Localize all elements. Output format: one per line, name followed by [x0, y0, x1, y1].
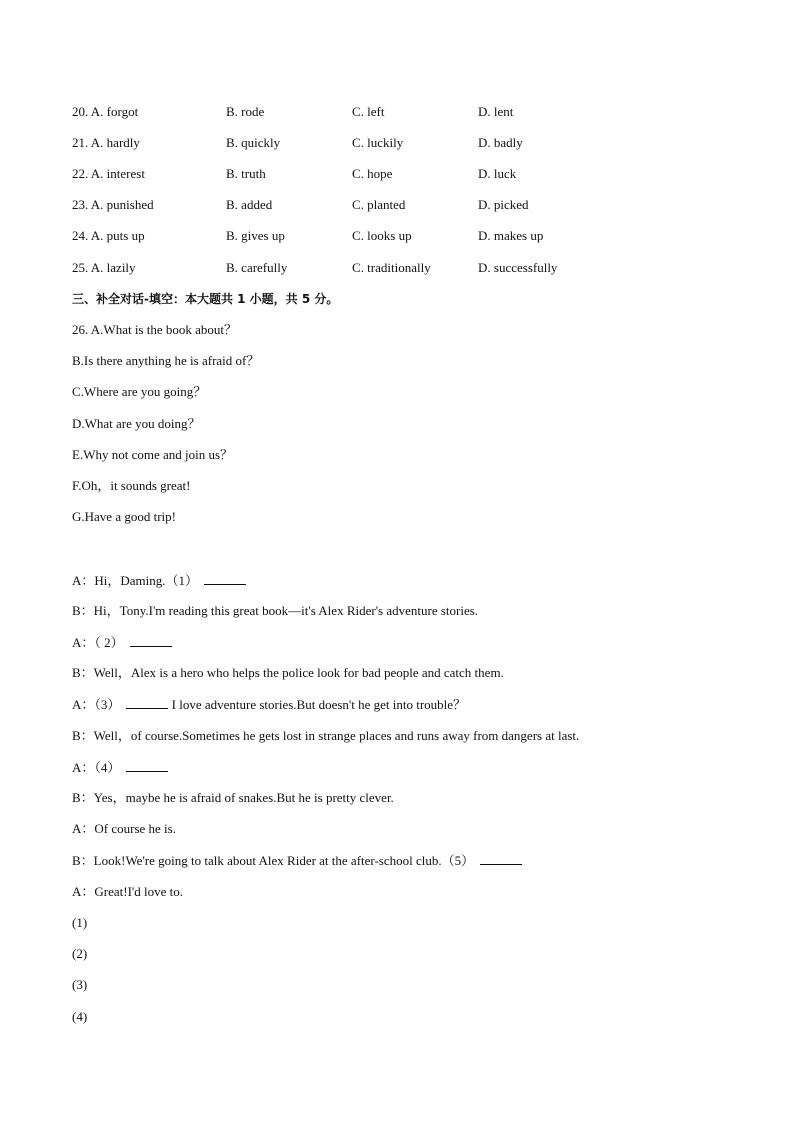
- answer-label: (3): [72, 977, 88, 992]
- option-b: B. added: [226, 197, 273, 212]
- dialogue-text: I love adventure stories.But doesn't he get into trouble？: [171, 697, 467, 712]
- option-d: D. lent: [478, 104, 514, 119]
- answer-label: (4): [72, 1009, 88, 1024]
- option-row-25: [72, 260, 712, 276]
- option-a: 20. A. forgot: [72, 104, 139, 119]
- dialogue-text: A：Hi，Daming.（1）: [72, 573, 199, 588]
- option-a: 22. A. interest: [72, 166, 145, 181]
- answer-blank-3[interactable]: [126, 696, 168, 709]
- dialogue-line: B：Yes，maybe he is afraid of snakes.But he is pretty clever.: [72, 790, 394, 805]
- option-a: 25. A. lazily: [72, 260, 136, 275]
- dialogue-line: [72, 634, 172, 651]
- option-row-24: [72, 228, 712, 244]
- option-c: C. traditionally: [352, 260, 431, 275]
- choice-item: E.Why not come and join us？: [72, 447, 234, 462]
- dialogue-line: A：Great!I'd love to.: [72, 884, 184, 899]
- answer-blank-5[interactable]: [480, 852, 522, 865]
- answer-label: (2): [72, 946, 88, 961]
- option-d: D. makes up: [478, 228, 544, 243]
- answer-blank-2[interactable]: [130, 634, 172, 647]
- dialogue-line: B：Well，of course.Sometimes he gets lost in strange places and runs away from dangers at last.: [72, 728, 580, 743]
- choice-item: B.Is there anything he is afraid of？: [72, 353, 260, 368]
- option-a: 21. A. hardly: [72, 135, 140, 150]
- dialogue-text: A：（ 2）: [72, 635, 124, 650]
- dialogue-text: B：Look!We're going to talk about Alex Rider at the after-school club.（5）: [72, 853, 475, 868]
- option-d: D. badly: [478, 135, 523, 150]
- option-b: B. carefully: [226, 260, 288, 275]
- option-row-23: [72, 197, 712, 213]
- choice-item: D.What are you doing？: [72, 416, 201, 431]
- dialogue-line: [72, 759, 168, 776]
- option-a: 23. A. punished: [72, 197, 154, 212]
- dialogue-line: [72, 696, 466, 713]
- option-c: C. left: [352, 104, 385, 119]
- option-b: B. truth: [226, 166, 266, 181]
- answer-blank-4[interactable]: [126, 759, 168, 772]
- choice-item: G.Have a good trip!: [72, 509, 176, 524]
- dialogue-line: A：Of course he is.: [72, 821, 176, 836]
- section-heading: 三、补全对话-填空：本大题共 1 小题，共 5 分。: [72, 292, 339, 306]
- dialogue-line: B：Hi，Tony.I'm reading this great book—it's Alex Rider's adventure stories.: [72, 603, 479, 618]
- option-c: C. hope: [352, 166, 393, 181]
- option-c: C. looks up: [352, 228, 412, 243]
- option-row-21: [72, 135, 712, 151]
- answer-blank-1[interactable]: [204, 572, 246, 585]
- option-c: C. luckily: [352, 135, 404, 150]
- option-row-22: [72, 166, 712, 182]
- dialogue-text: A：（4）: [72, 760, 121, 775]
- dialogue-line: B：Well，Alex is a hero who helps the police look for bad people and catch them.: [72, 665, 504, 680]
- dialogue-line: [72, 852, 522, 869]
- option-d: D. successfully: [478, 260, 558, 275]
- option-a: 24. A. puts up: [72, 228, 145, 243]
- choice-item: C.Where are you going？: [72, 384, 207, 399]
- option-row-20: [72, 104, 712, 120]
- choice-item: F.Oh，it sounds great!: [72, 478, 191, 493]
- dialogue-text: A：（3）: [72, 697, 121, 712]
- option-d: D. luck: [478, 166, 517, 181]
- choice-item: 26. A.What is the book about？: [72, 322, 238, 337]
- answer-label: (1): [72, 915, 88, 930]
- dialogue-line: [72, 572, 246, 589]
- option-b: B. quickly: [226, 135, 281, 150]
- option-b: B. gives up: [226, 228, 285, 243]
- option-b: B. rode: [226, 104, 265, 119]
- option-c: C. planted: [352, 197, 406, 212]
- option-d: D. picked: [478, 197, 529, 212]
